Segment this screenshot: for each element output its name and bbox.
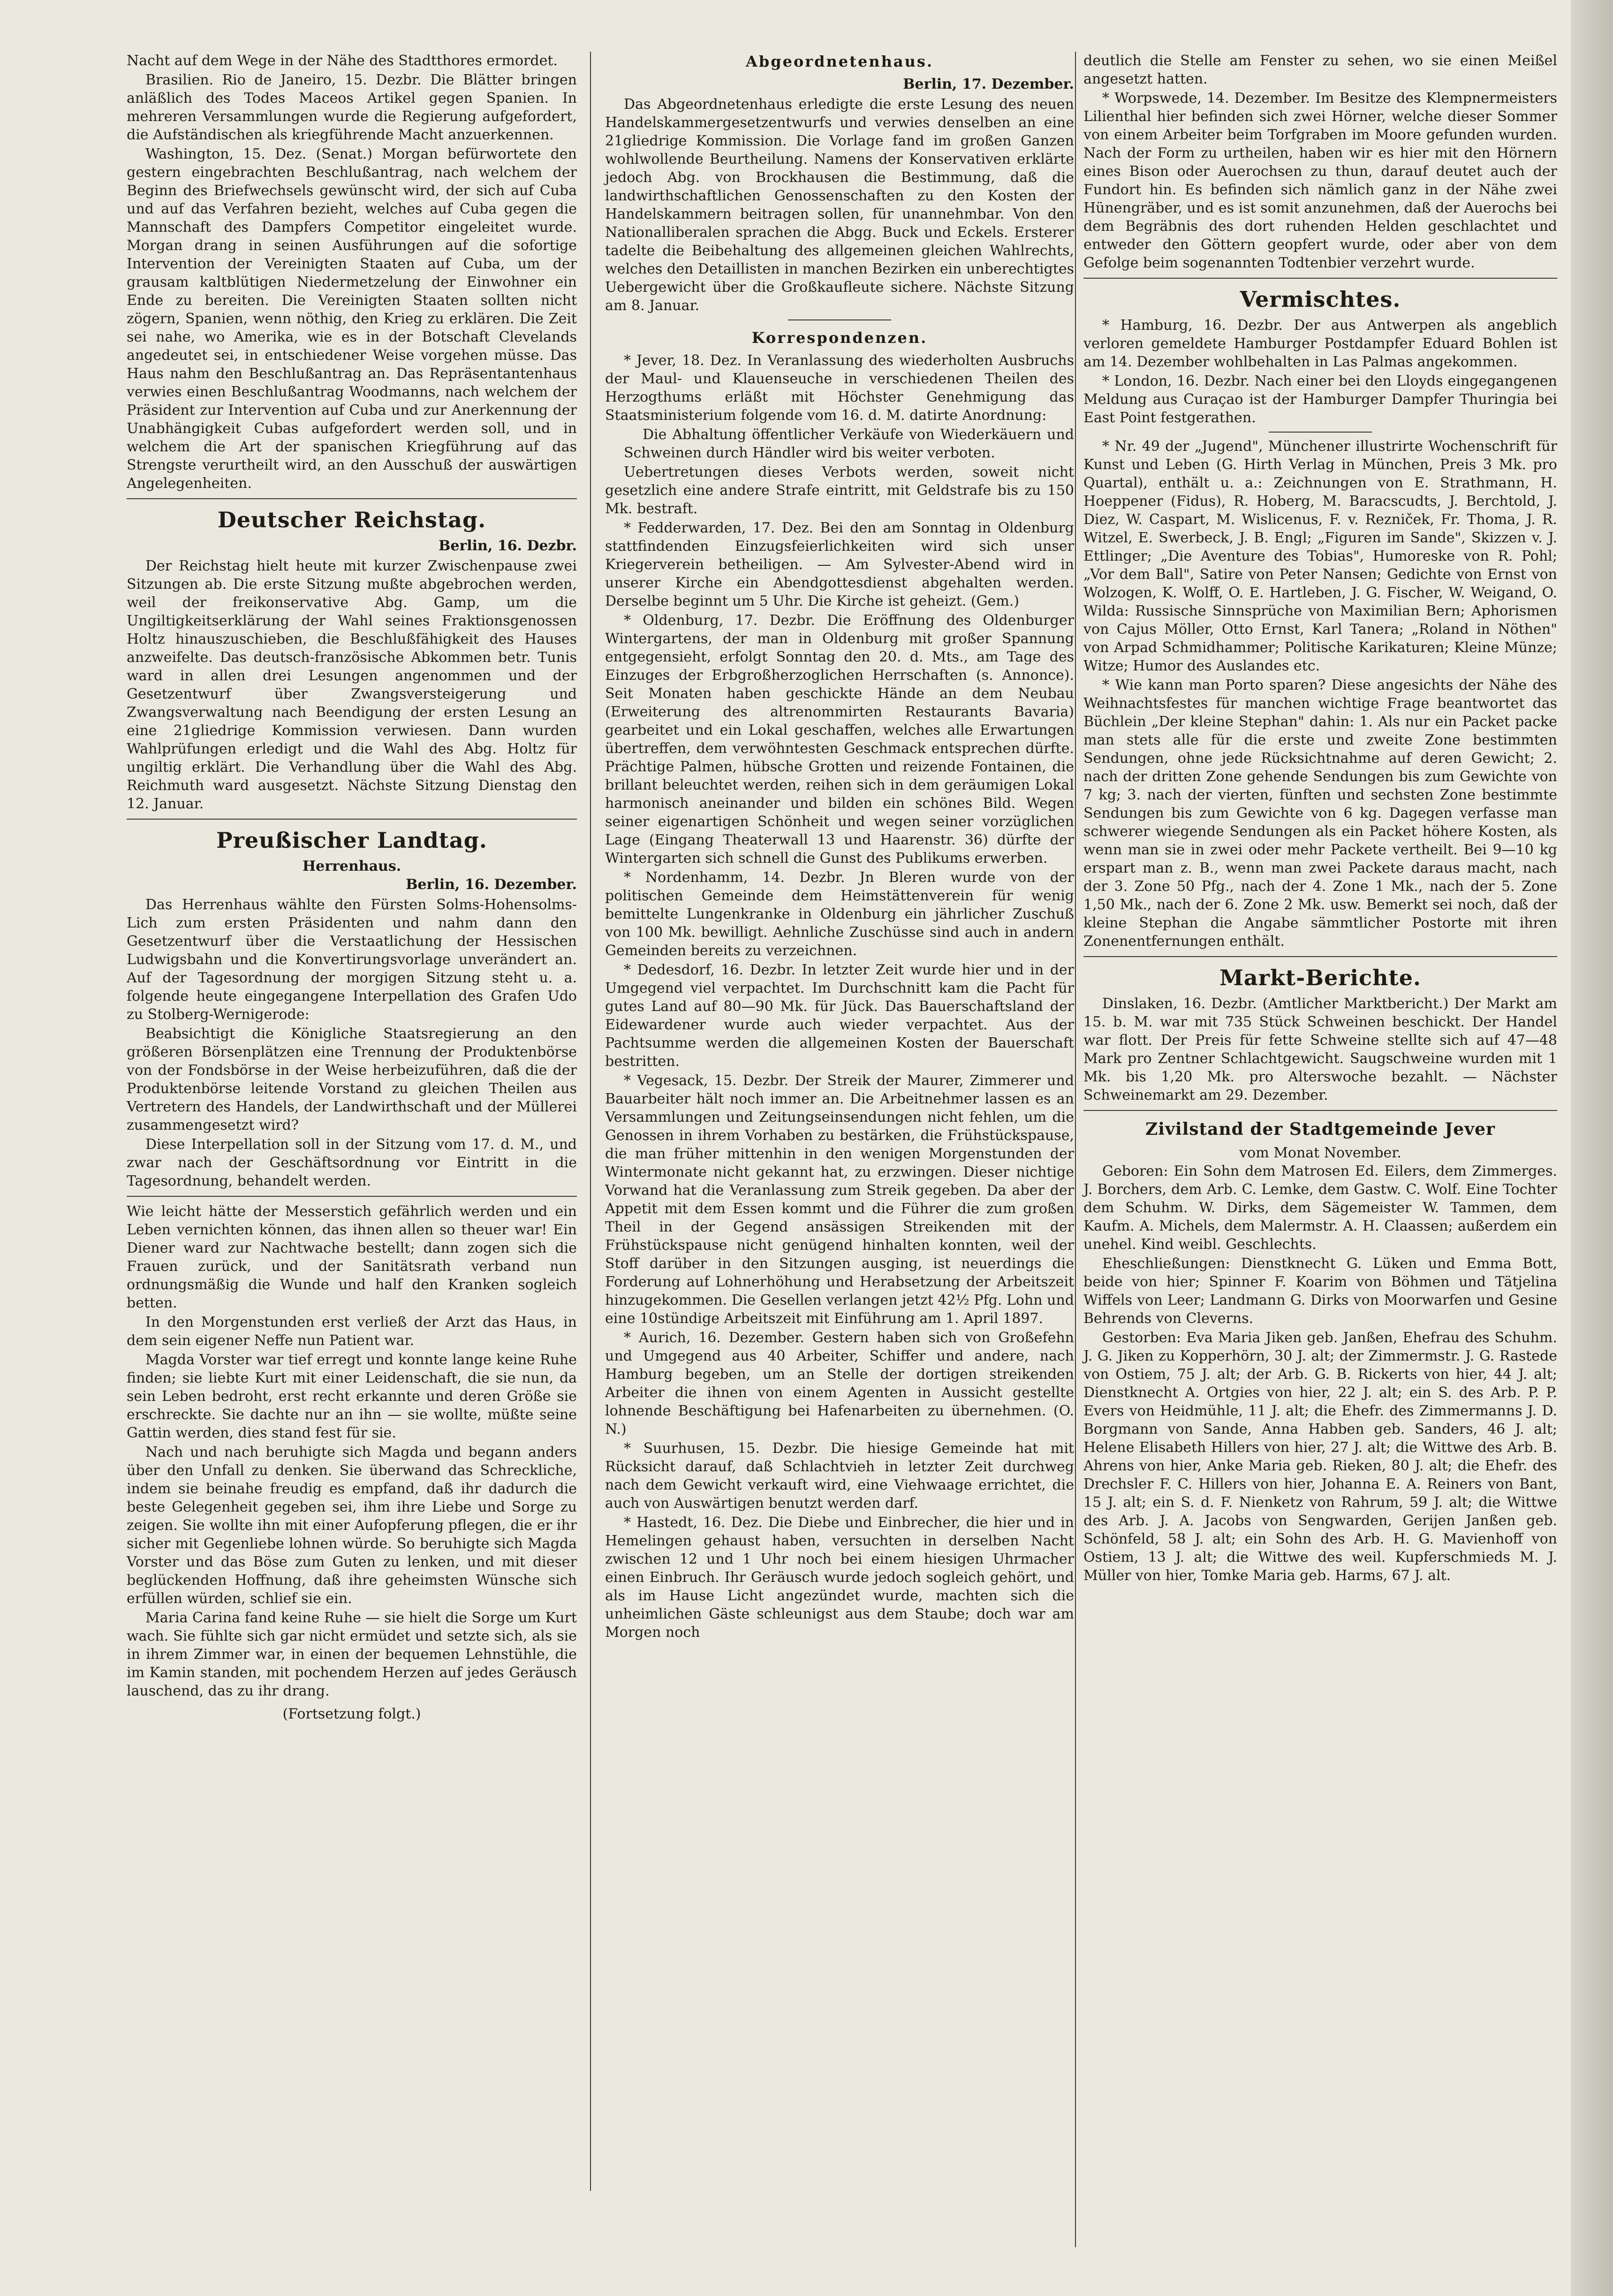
article-oldenburg: * Oldenburg, 17. Dezbr. Die Eröffnung des Oldenburger Wintergartens, der man in Oldenburg mit großer Spannung entgegensieht, erfolgt Sonntag den 20. d. Mts., am Tage des Einzuges der Erbgroßherzoglichen Herrschaften (s. Annonce). Seit Monaten haben geschickte Hände an dem Neubau (Erweiterung des altrenommirten Restaurants Bavaria) gearbeitet und ein Lokal geschaffen, welches alle Erwartungen übertreffen, dem verwöhntesten Geschmack entsprechen dürfte. Prächtige Palmen, hübsche Grotten und reizende Fontainen, die brillant beleuchtet werden, reihen sich in dem geräumigen Lokal harmonisch aneinander und bilden ein schönes Bild. Wegen seiner eigenartigen Schönheit und wegen seiner vorzüglichen Lage (Eingang Theaterwall 13 und Haarenstr. 36) dürfte der Wintergarten sich schnell die Gunst des Publikums erwerben. [605,612,1074,867]
column-3 [1083,52,1557,1586]
novel-paragraph: In den Morgenstunden erst verließ der Arzt das Haus, in dem sein eigener Neffe nun Patient war. [127,1314,577,1349]
article-dedesdorf: * Dedesdorf, 16. Dezbr. In letzter Zeit wurde hier und in der Umgegend viel verpachtet. Im Durchschnitt kam die Pacht für gutes Land auf 80—90 Mk. für Jück. Das Bauerschaftsland der Eidewardener wurde auch wieder verpachtet. Aus der Pachtsumme werden die allgemeinen Kosten der Bauerschaft bestritten. [605,962,1074,1070]
subheading: Herrenhaus. [302,858,401,874]
section-rule [1083,278,1557,279]
subheading: Abgeordnetenhaus. [746,53,933,70]
novel-paragraph: Wie leicht hätte der Messerstich gefährlich werden und ein Leben vernichten können, das ihnen allen so theuer war! Ein Diener ward zur Nachtwache bestellt; dann zogen sich die Frauen zurück, und der Sanitätsrath verband nun ordnungsmäßig die Wunde und half den Kranken sogleich betten. [127,1203,577,1311]
article-brasil: Brasilien. Rio de Janeiro, 15. Dezbr. Die Blätter bringen anläßlich des Todes Maceos Artikel gegen Spanien. In mehreren Versammlungen wurde die Regierung aufgefordert, die Aufständischen als kriegführende Macht anzuerkennen. [127,72,577,143]
feuilleton-rule [127,1196,577,1197]
subheading: vom Monat November. [1239,1145,1401,1161]
section-rule [1269,432,1372,433]
article-reichstag: Der Reichstag hielt heute mit kurzer Zwischenpause zwei Sitzungen ab. Die erste Sitzung mußte abgebrochen werden, weil der freikonservative Abg. Gamp, um die Ungiltigkeitserklärung der Wahl seines Fraktionsgenossen Holtz hinauszuschieben, die Beschlußfähigkeit des Hauses anzweifelte. Das deutsch-französische Abkommen betr. Tunis ward in allen drei Lesungen angenommen und der Gesetzentwurf über Zwangsversteigerung und Zwangsverwaltung nach Beendigung der ersten Lesung an eine 21gliedrige Kommission verwiesen. Dann wurden Wahlprüfungen erledigt und die Wahl des Abg. Holtz für ungiltig erklärt. Die Verhandlung über die Wahl des Abg. Reichmuth ward ausgesetzt. Nächste Sitzung Dienstag den 12. Januar. [127,558,577,812]
article-jugend: * Nr. 49 der „Jugend", Münchener illustrirte Wochenschrift für Kunst und Leben (G. Hirth Verlag in München, Preis 3 Mk. pro Quartal), enthält u. a.: Zeichnungen von E. Strathmann, H. Hoeppener (Fidus), R. Hoberg, M. Baracscudts, J. Berchtold, J. Diez, W. Caspart, M. Wislicenus, F. v. Rezniček, Fr. Thoma, J. R. Witzel, E. Swerbeck, J. B. Engl; „Figuren im Sande", Skizzen v. J. Ettlinger; „Die Aventure des Tobias", Humoreske von R. Pohl; „Vor dem Ball", Satire von Peter Nansen; Gedichte von Ernst von Wolzogen, K. Wolff, O. E. Hartleben, J. G. Fischer, W. Weigand, O. Wilda: Russische Sinnsprüche von Maximilian Bern; Aphorismen von Cajus Möller, Otto Ernst, Karl Tanera; „Roland in Nöthen" von Arpad Schmidhammer; Politische Karikaturen; Kleine Münze; Witze; Humor des Auslandes etc. [1083,438,1557,674]
article-landtag: Das Herrenhaus wählte den Fürsten Solms-Hohensolms-Lich zum ersten Präsidenten und nahm dann den Gesetzentwurf über die Verstaatlichung der Hessischen Ludwigsbahn und die Konvertirungsvorlage unverändert an. Auf der Tagesordnung der morgigen Sitzung steht u. a. folgende heute eingegangene Interpellation des Grafen Udo zu Stolberg-Wernigerode: [127,897,577,1023]
article-suurhusen: * Suurhusen, 15. Dezbr. Die hiesige Gemeinde hat mit Rücksicht darauf, daß Schlachtvieh in letzter Zeit durchweg nach dem Gewicht verkauft wird, eine Viehwaage errichtet, die auch von Auswärtigen benutzt werden darf. [605,1440,1074,1512]
article-text: Nacht auf dem Wege in der Nähe des Stadtthores ermordet. [127,53,558,69]
register-deaths: Gestorben: Eva Maria Jiken geb. Janßen, Ehefrau des Schuhm. J. G. Jiken zu Kopperhörn, 30 J. alt; der Zimmermstr. J. G. Rastede von Ostiem, 75 J. alt; der Arb. G. B. Rickerts von hier, 44 J. alt; Dienstknecht A. Ortgies von hier, 22 J. alt; ein S. des Arb. P. P. Evers von Heidmühle, 11 J. alt; die Ehefr. des Zimmermanns J. D. Borgmann von Sande, Anna Habben geb. Sanders, 46 J. alt; Helene Elisabeth Hillers von hier, 27 J. alt; die Wittwe des Arb. B. Ahrens von hier, Anke Maria geb. Rieken, 80 J. alt; die Ehefr. des Drechsler F. C. Hillers von hier, Johanna E. A. Reiners von Bant, 15 J. alt; ein S. d. F. Nienketz von Rahrum, 59 J. alt; die Wittwe des Arb. J. A. Jacobs von Sengwarden, Gerijen Janßen geb. Schönfeld, 58 J. alt; ein Sohn des Arb. H. G. Mavienhoff von Ostiem, 13 J. alt; die Wittwe des weil. Kupferschmieds M. J. Müller von hier, Tomke Maria geb. Harms, 67 J. alt. [1083,1330,1557,1584]
article-aurich: * Aurich, 16. Dezember. Gestern haben sich von Großefehn und Umgegend aus 40 Arbeiter, Schiffer und andere, nach Hamburg begeben, um an Stelle der dortigen streikenden Arbeiter die ihnen von einem Agenten in Aussicht gestellte lohnende Beschäftigung bei Hafenarbeiten zu übernehmen. (O. N.) [605,1330,1074,1437]
dateline: Berlin, 17. Dezember. [903,76,1074,92]
article-porto: * Wie kann man Porto sparen? Diese angesichts der Nähe des Weihnachtsfestes für manchen wichtige Frage beantwortet das Büchlein „Der kleine Stephan" dahin: 1. Als nur ein Packet packe man stets alle für die erste und zweite Zone bestimmten Sendungen, ohne jede Rücksichtnahme auf deren Gewicht; 2. nach der dritten Zone gehende Sendungen bis zum Gewichte von 7 kg; 3. nach der vierten, fünften und sechsten Zone bestimmte Sendungen bis zum Gewichte von 6 kg. Dagegen verfasse man schwerer wiegende Sendungen als ein Packet höhere Kosten, als wenn man sie in zwei oder mehr Packete vertheilt. Bei 9—10 kg erspart man z. B., wenn man zwei Packete daraus macht, nach der 3. Zone 50 Pfg., nach der 4. Zone 1 Mk., nach der 5. Zone 1,50 Mk., nach der 6. Zone 2 Mk. usw. Bemerkt sei noch, daß der kleine Stephan die Angabe sämmtlicher Postorte mit ihren Zonenentfernungen enthält. [1083,677,1557,950]
section-rule [788,319,891,320]
article-worpswede: * Worpswede, 14. Dezember. Im Besitze des Klempnermeisters Lilienthal hier befinden sich zwei Hörner, welche dieser Sommer von einem Arbeiter beim Torfgraben im Moore gefunden wurden. Nach der Form zu urtheilen, haben wir es hier mit den Hörnern eines Bison oder Auerochsen zu thun, darauf deutet auch der Fundort hin. Es befinden sich nämlich ganz in der Nähe zwei Hünengräber, und es ist somit anzunehmen, daß der Auerochs bei dem Begräbnis des dort ruhenden Helden geschlachtet und entweder den Göttern geopfert wurde, oder aber von dem Gefolge beim sogenannten Todtenbier verzehrt wurde. [1083,90,1557,271]
article-london: * London, 16. Dezbr. Nach einer bei den Lloyds eingegangenen Meldung aus Curaçao ist der Hamburger Dampfer Thuringia bei East Point festgerathen. [1083,373,1557,426]
section-heading: Preußischer Landtag. [216,828,487,853]
page-binding-edge [1571,0,1613,2296]
article-fedderwarden: * Fedderwarden, 17. Dez. Bei den am Sonntag in Oldenburg stattfindenden Einzugsfeierlichkeiten wird sich unser Kriegerverein betheiligen. — Am Sylvester-Abend wird in unserer Kirche ein Abendgottesdienst abgehalten werden. Derselbe beginnt um 5 Uhr. Die Kirche ist geheizt. (Gem.) [605,520,1074,609]
article-vegesack: * Vegesack, 15. Dezbr. Der Streik der Maurer, Zimmerer und Bauarbeiter hält noch immer an. Die Arbeitnehmer lassen es an Versammlungen und Zeitungseinsendungen nicht fehlen, um die Genossen in ihrem Vorhaben zu bestärken, die Frühstückspause, die man früher mittenhin in den wenigen Morgenstunden der Wintermonate nicht gekannt hat, zu erzwingen. Dieser nichtige Vorwand hat die Veranlassung zum Streik gegeben. Da aber der Appetit mit dem Essen kommt und die Führer die zum großen Theil in der Gegend ansässigen Streikenden mit der Frühstückspause nicht genügend hinhalten konnten, weil der Stoff darüber in den Sitzungen ausging, ist neuerdings die Forderung auf Lohnerhöhung und Herabsetzung der Arbeitszeit hinzugekommen. Die Gesellen verlangen jetzt 42½ Pfg. Lohn und eine 10stündige Arbeitszeit mit Einführung am 1. April 1897. [605,1072,1074,1327]
register-marriages: Eheschließungen: Dienstknecht G. Lüken und Emma Bott, beide von hier; Spinner F. Koarim von Böhmen und Tätjelina Wiffels von Leer; Landmann G. Dirks von Moorwarfen und Gesine Behrends von Cleverns. [1083,1255,1557,1327]
article-hastedt: * Hastedt, 16. Dez. Die Diebe und Einbrecher, die hier und in Hemelingen gehaust haben, versuchten in derselben Nacht zwischen 12 und 1 Uhr noch bei einem hiesigen Uhrmacher einen Einbruch. Ihr Geräusch wurde jedoch sogleich gehört, und als im Hause Licht angezündet wurde, machten sich die unheimlichen Gäste schleunigst aus dem Staube; doch war am Morgen noch [605,1514,1074,1641]
dateline: Berlin, 16. Dezember. [406,876,577,893]
article-landtag-2: Diese Interpellation soll in der Sitzung vom 17. d. M., und zwar nach der Geschäftsordnung vor Eintritt in die Tagesordnung, behandelt werden. [127,1136,577,1189]
section-rule [1083,1110,1557,1111]
article-nordenhamm: * Nordenhamm, 14. Dezbr. Jn Bleren wurde von der politischen Gemeinde dem Heimstättenverein für wenig bemittelte Lungenkranke in Oldenburg ein jährlicher Zuschuß von 100 Mk. bewilligt. Aehnliche Zuschüsse sind auch in andern Gemeinden bereits zu verzeichnen. [605,869,1074,959]
novel-paragraph: Maria Carina fand keine Ruhe — sie hielt die Sorge um Kurt wach. Sie fühlte sich gar nicht ermüdet und setzte sich, als sie in ihrem Zimmer war, in einen der bequemen Lehnstühle, die im Kamin standen, mit pochendem Herzen auf jedes Geräusch lauschend, das zu ihr drang. [127,1610,577,1699]
column-2 [605,52,1074,1642]
novel-paragraph: Nach und nach beruhigte sich Magda und begann anders über den Unfall zu denken. Sie überwand das Schreckliche, indem sie beinahe freudig es empfand, daß ihr dadurch die beste Gelegenheit gegeben sei, ihm ihre Liebe und Sorge zu zeigen. Sie wollte ihn mit einer Aufopferung pflegen, die er ihr sicher mit Gegenliebe lohnen würde. So beruhigte sich Magda Vorster und das Böse zum Guten zu lenken, und mit dieser beglückenden Hoffnung, daß ihre geheimsten Wünsche sich erfüllen würden, schlief sie ein. [127,1444,577,1607]
section-heading: Markt-Berichte. [1219,965,1421,990]
article-washington: Washington, 15. Dez. (Senat.) Morgan befürwortete den gestern eingebrachten Beschlußantrag, nach welchem der Beginn des Briefwechsels gewünscht wird, der sich auf Cuba und auf das Verfahren bezieht, welches auf Cuba gegen die Mannschaft des Dampfers Competitor eingeleitet wurde. Morgan drang in seinen Ausführungen auf die sofortige Intervention der Vereinigten Staaten auf Cuba, um der grausam kaltblütigen Niedermetzelung der Einwohner ein Ende zu bereiten. Die Vereinigten Staaten sollten nicht zögern, Spanien, wenn nöthig, den Krieg zu erklären. Die Zeit sei nahe, wo Amerika, wie es in der Botschaft Clevelands angedeutet sei, in entschiedener Weise vorgehen müsse. Das Haus nahm den Beschlußantrag an. Das Repräsentantenhaus verwies einen Beschlußantrag Woodmanns, nach welchem der Präsident zur Intervention auf Cuba und zur Anerkennung der Unabhängigkeit Cubas aufgefordert werden soll, und in welchem die Art der spanischen Kriegführung auf das Strengste verurtheilt wird, an den Ausschuß der auswärtigen Angelegenheiten. [127,146,577,492]
section-rule [1083,956,1557,957]
register-births: Geboren: Ein Sohn dem Matrosen Ed. Eilers, dem Zimmerges. J. Borchers, dem Arb. C. Lemke, dem Gastw. C. Wolf. Eine Tochter dem Schuhm. W. Dirks, dem Sägemeister W. Tammen, dem Kaufm. A. Michels, dem Malermstr. A. H. Claassen; außerdem ein unehel. Kind weibl. Geschlechts. [1083,1163,1557,1253]
column-divider [590,52,591,2191]
interpellation-text: Beabsichtigt die Königliche Staatsregierung an den größeren Börsenplätzen eine Trennung der Produktenbörse von der Fondsbörse in der Weise herbeizuführen, daß die der Produktenbörse leitende Vorstand zu gleichen Theilen aus Vertretern des Handels, der Landwirthschaft und der Müllerei zusammengesetzt wird? [127,1026,577,1133]
dateline: Berlin, 16. Dezbr. [439,538,577,554]
section-heading: Deutscher Reichstag. [217,507,486,532]
decree-text: Die Abhaltung öffentlicher Verkäufe von Wiederkäuern und Schweinen durch Händler wird bis weiter verboten. [624,426,1074,461]
article-jever: * Jever, 18. Dez. In Veranlassung des wiederholten Ausbruchs der Maul- und Klauenseuche in verschiedenen Theilen des Herzogthums erläßt mit Höchster Genehmigung das Staatsministerium folgende vom 16. d. M. datirte Anordnung: [605,352,1074,424]
article-hamburg: * Hamburg, 16. Dezbr. Der aus Antwerpen als angeblich verloren gemeldete Hamburger Postdampfer Eduard Bohlen ist am 14. Dezember wohlbehalten in Las Palmas angekommen. [1083,317,1557,370]
novel-paragraph: Magda Vorster war tief erregt und konnte lange keine Ruhe finden; sie liebte Kurt mit einer Leidenschaft, die sie nun, da sein Leben bedroht, erst recht erkannte und deren Größe sie erschreckte. Sie dachte nur an ihn — sie wollte, müßte seine Gattin werden, dies stand fest für sie. [127,1352,577,1441]
section-heading: Zivilstand der Stadtgemeinde Jever [1145,1119,1495,1139]
column-divider [1075,52,1076,2247]
article-jever-2: Uebertretungen dieses Verbots werden, soweit nicht gesetzlich eine andere Strafe eintritt, mit Geldstrafe bis zu 150 Mk. bestraft. [605,464,1074,517]
section-heading: Vermischtes. [1240,287,1401,312]
section-rule [127,498,577,499]
article-text: deutlich die Stelle am Fenster zu sehen, wo sie einen Meißel angesetzt hatten. [1083,53,1557,87]
article-dinslaken: Dinslaken, 16. Dezbr. (Amtlicher Marktbericht.) Der Markt am 15. b. M. war mit 735 Stück Schweinen beschickt. Der Handel war flott. Der Preis für fette Schweine stellte sich auf 47—48 Mark pro Zentner Schlachtgewicht. Saugschweine wurden mit 1 Mk. bis 1,20 Mk. pro Alterswoche bezahlt. — Nächster Schweinemarkt am 29. Dezember. [1083,996,1557,1103]
article-abgeordnetenhaus: Das Abgeordnetenhaus erledigte die erste Lesung des neuen Handelskammergesetzentwurfs und verwies denselben an eine 21gliedrige Kommission. Die Vorlage fand im großen Ganzen wohlwollende Beurtheilung. Namens der Konservativen erklärte jedoch Abg. von Brockhausen die Bestimmung, daß die landwirthschaftlichen Genossenschaften zu den Kosten der Handelskammern beitragen sollen, für unannehmbar. Von den Nationalliberalen sprachen die Abgg. Buck und Eckels. Ersterer tadelte die Beibehaltung des allgemeinen gleichen Wahlrechts, welches den Detaillisten in manchen Bezirken ein unberechtigtes Uebergewicht über die Großkaufleute sichere. Nächste Sitzung am 8. Januar. [605,96,1074,314]
column-1 [127,52,577,1723]
continuation-note: (Fortsetzung folgt.) [282,1706,421,1722]
section-rule [127,819,577,820]
section-heading: Korrespondenzen. [751,329,928,347]
